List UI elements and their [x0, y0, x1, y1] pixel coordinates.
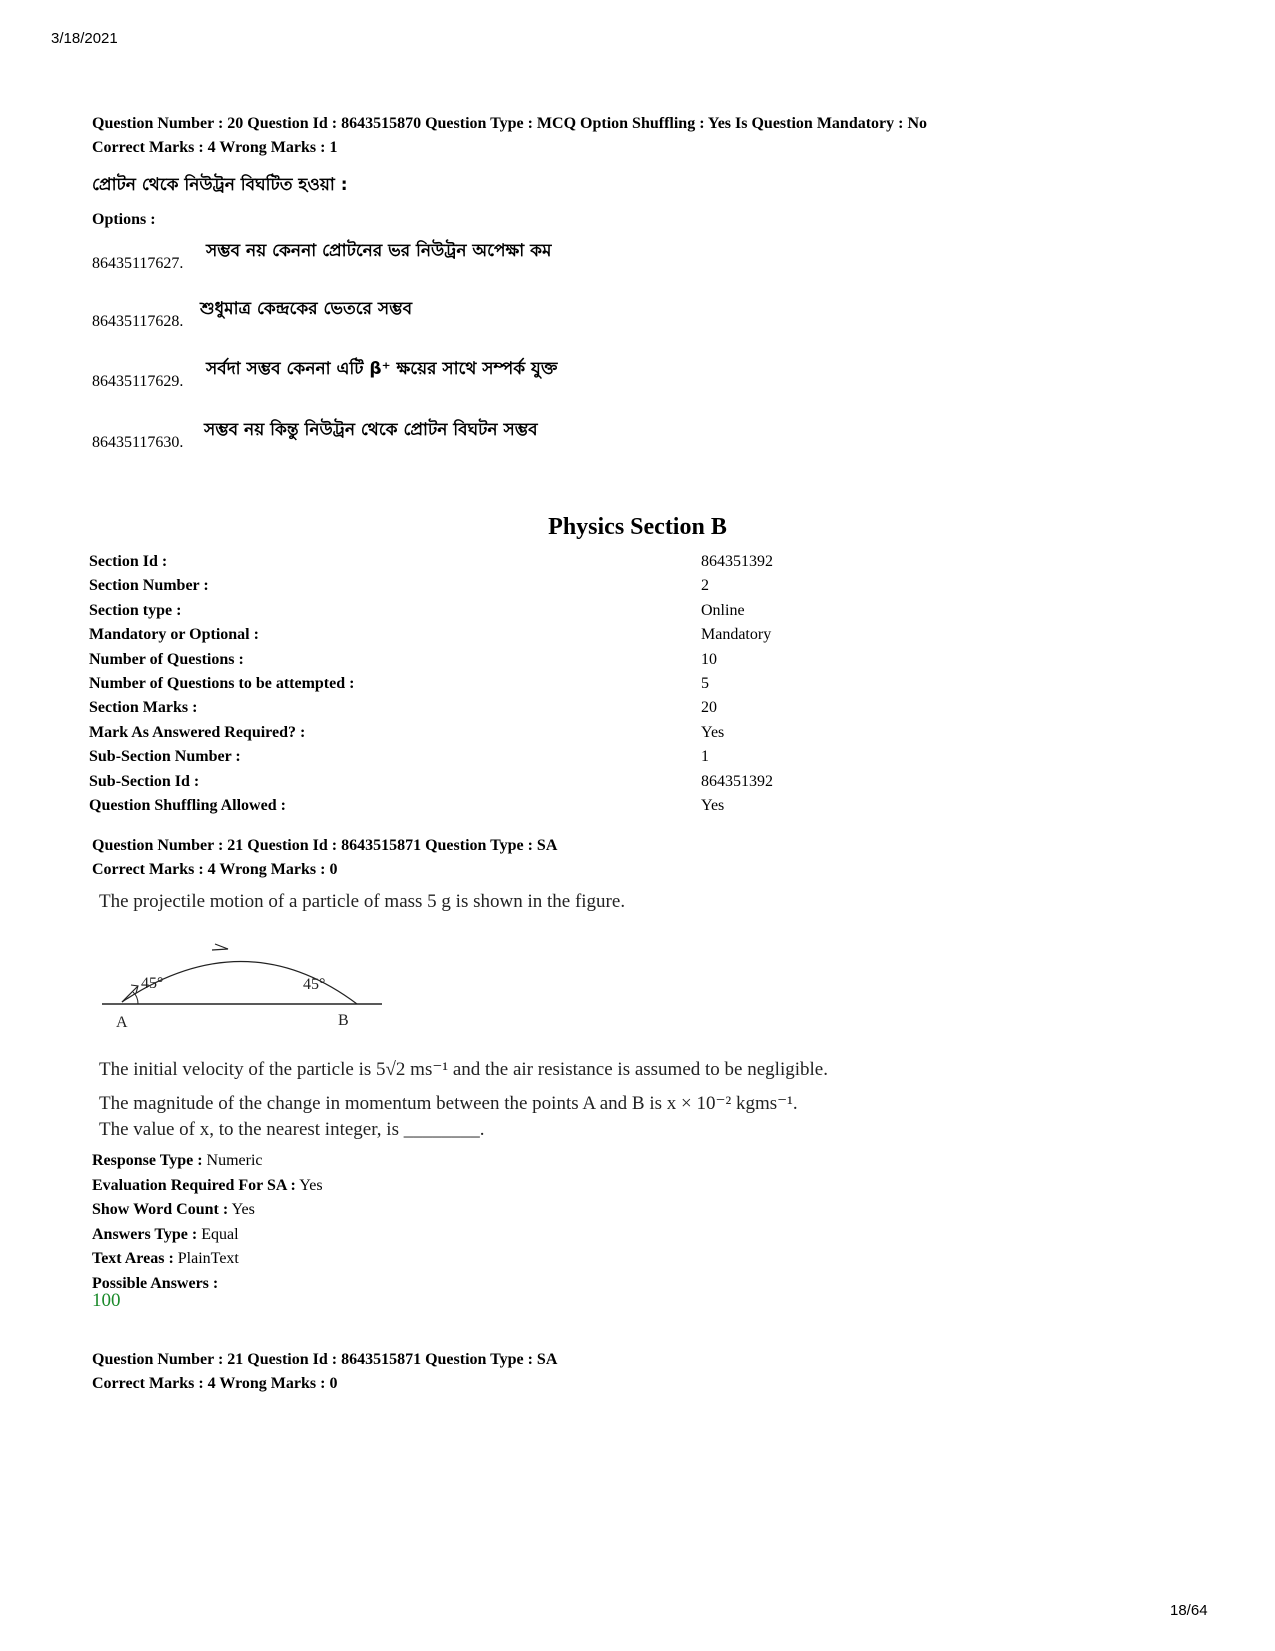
- section-row-key: Number of Questions :: [89, 650, 244, 668]
- angle-a-label: 45°: [141, 975, 164, 992]
- section-row-value: 2: [701, 577, 709, 595]
- section-row: [89, 724, 773, 748]
- show-word-count-value: Yes: [231, 1201, 255, 1218]
- section-title: Physics Section B: [548, 514, 727, 540]
- response-type-row: [92, 1149, 323, 1174]
- q21-meta-line2: Correct Marks : 4 Wrong Marks : 0: [92, 861, 338, 878]
- evaluation-required-row: [92, 1174, 323, 1199]
- q21-repeat-meta-line2: Correct Marks : 4 Wrong Marks : 0: [92, 1375, 338, 1392]
- q21-line1-pre: The initial velocity of the particle is: [99, 1059, 372, 1080]
- q21-repeat-meta: [92, 1348, 557, 1396]
- section-row-value: 20: [701, 699, 717, 717]
- section-row: [89, 699, 773, 723]
- evaluation-required-label: Evaluation Required For SA :: [92, 1176, 296, 1194]
- section-row: [89, 748, 773, 772]
- section-row: [89, 577, 773, 601]
- q21-line3: The value of x, to the nearest integer, is ________.: [99, 1119, 485, 1140]
- section-info: [89, 553, 773, 821]
- section-row: [89, 626, 773, 650]
- q20-option-4-text: সম্ভব নয় কিন্তু নিউট্রন থেকে প্রোটন বিঘটন সম্ভব: [204, 420, 538, 440]
- section-row: [89, 675, 773, 699]
- section-row-key: Mandatory or Optional :: [89, 626, 259, 644]
- q20-option-2-text: শুধুমাত্র কেন্দ্রকের ভেতরে সম্ভব: [200, 299, 413, 319]
- response-type-label: Response Type :: [92, 1152, 203, 1169]
- text-areas-label: Text Areas :: [92, 1250, 174, 1267]
- section-info-table: [89, 553, 773, 821]
- q21-meta: [92, 834, 557, 882]
- section-row-key: Section Marks :: [89, 699, 198, 717]
- q21-line1: [99, 1058, 828, 1081]
- answers-type-value: Equal: [201, 1225, 239, 1243]
- answers-type-row: [92, 1223, 323, 1248]
- section-row: [89, 602, 773, 626]
- projectile-figure: [100, 940, 390, 1030]
- show-word-count-row: [92, 1198, 323, 1223]
- section-row-key: Question Shuffling Allowed :: [89, 796, 286, 814]
- q21-repeat-meta-line1: Question Number : 21 Question Id : 8643515871 Question Type : SA: [92, 1351, 558, 1368]
- q21-velocity: 5√2 ms⁻¹: [376, 1059, 449, 1080]
- section-row: [89, 553, 773, 577]
- q21-intro: The projectile motion of a particle of mass 5 g is shown in the figure.: [99, 891, 626, 912]
- section-row-value: Yes: [701, 723, 725, 741]
- text-areas-row: [92, 1247, 323, 1272]
- section-row-key: Sub-Section Number :: [89, 748, 241, 766]
- q20-meta: [92, 112, 927, 160]
- q20-question-text: প্রোটন থেকে নিউট্রন বিঘটিত হওয়া :: [92, 175, 348, 195]
- text-areas-value: PlainText: [177, 1250, 239, 1267]
- section-row-value: 864351392: [701, 772, 773, 790]
- q20-option-3-text: সর্বদা সম্ভব কেননা এটি β⁺ ক্ষয়ের সাথে সম্পর্ক যুক্ত: [206, 359, 558, 379]
- evaluation-required-value: Yes: [299, 1176, 323, 1194]
- q20-option-3-id: 86435117629.: [92, 373, 184, 390]
- response-type-value: Numeric: [206, 1152, 263, 1169]
- section-row-key: Mark As Answered Required? :: [89, 723, 306, 741]
- q20-options-label: Options :: [92, 211, 156, 228]
- section-row-value: Online: [701, 601, 745, 619]
- section-row-key: Sub-Section Id :: [89, 772, 200, 790]
- section-row-key: Section type :: [89, 601, 182, 619]
- section-row-value: Mandatory: [701, 626, 772, 644]
- possible-answers-label: Possible Answers :: [92, 1274, 219, 1292]
- angle-b-label: 45°: [303, 976, 326, 993]
- print-date: 3/18/2021: [51, 30, 118, 47]
- point-b-label: B: [338, 1012, 349, 1030]
- answers-type-label: Answers Type :: [92, 1225, 198, 1243]
- section-row-key: Section Id :: [89, 553, 168, 570]
- section-row-key: Number of Questions to be attempted :: [89, 674, 355, 692]
- q20-option-2-id: 86435117628.: [92, 313, 184, 330]
- q20-meta-line2: Correct Marks : 4 Wrong Marks : 1: [92, 139, 338, 156]
- q20-option-1-id: 86435117627.: [92, 255, 184, 272]
- show-word-count-label: Show Word Count :: [92, 1201, 229, 1218]
- section-row: [89, 797, 773, 821]
- page-number: 18/64: [1170, 1602, 1208, 1619]
- possible-answers-row: [92, 1272, 323, 1297]
- q21-line2: The magnitude of the change in momentum between the points A and B is x × 10⁻² kgms⁻¹.: [99, 1093, 798, 1114]
- q21-line1-post: and the air resistance is assumed to be negligible.: [452, 1059, 828, 1080]
- section-row-value: 10: [701, 650, 717, 668]
- section-row-value: 5: [701, 674, 709, 692]
- q21-meta-line1: Question Number : 21 Question Id : 8643515871 Question Type : SA: [92, 837, 558, 854]
- q21-response-block: [92, 1149, 323, 1296]
- section-row-value: Yes: [701, 796, 725, 814]
- section-row-key: Section Number :: [89, 577, 209, 595]
- section-row-value: 1: [701, 748, 709, 766]
- q20-meta-line1: Question Number : 20 Question Id : 8643515870 Question Type : MCQ Option Shuffling : Yes Is Question Mandatory : No: [92, 115, 928, 132]
- q20-option-1-text: সম্ভব নয় কেননা প্রোটনের ভর নিউট্রন অপেক্ষা কম: [206, 241, 552, 261]
- section-row-value: 864351392: [701, 553, 773, 570]
- point-a-label: A: [116, 1014, 128, 1030]
- section-row: [89, 651, 773, 675]
- possible-answer-value: 100: [92, 1290, 121, 1311]
- direction-arrow-icon: [212, 944, 228, 950]
- section-row: [89, 773, 773, 797]
- q20-option-4-id: 86435117630.: [92, 434, 184, 451]
